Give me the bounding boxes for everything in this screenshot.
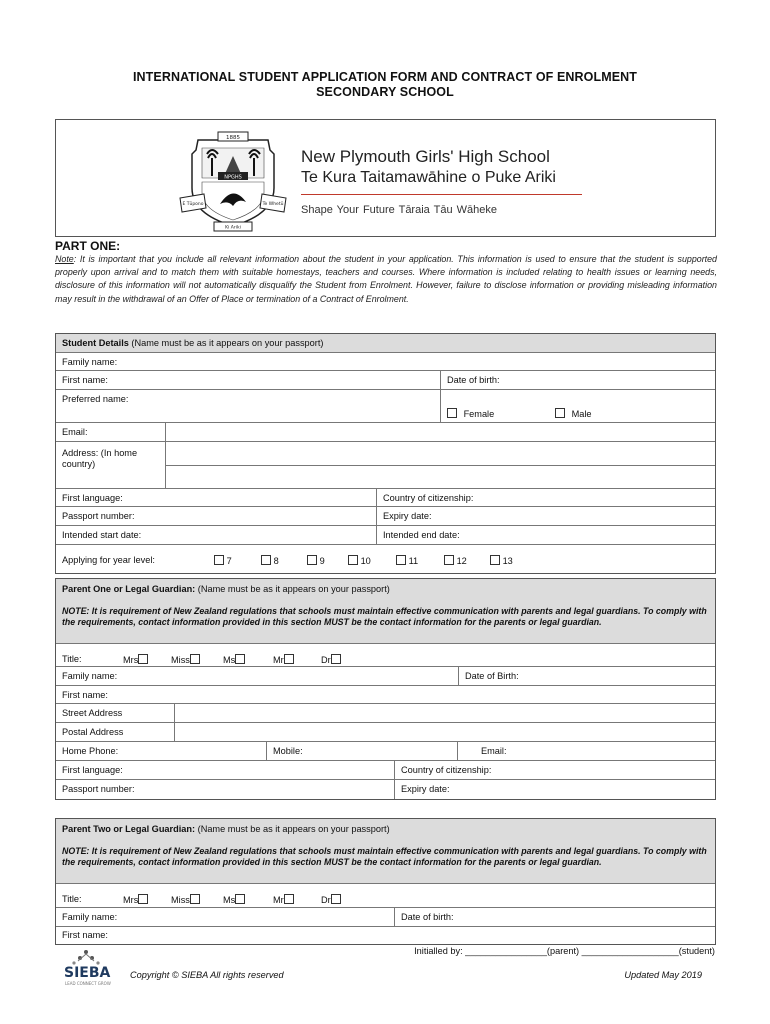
parent-one-section [55, 578, 716, 800]
male-label: Male [571, 409, 592, 419]
p1-ms-label: Ms [223, 655, 236, 665]
p1-mrs-checkbox[interactable] [138, 654, 148, 664]
student-family-name-label: Family name: [62, 357, 118, 367]
note-label: Note [55, 254, 74, 264]
student-family-name-field[interactable] [56, 353, 715, 371]
student-preferred-name-row [56, 390, 715, 423]
student-start-date-label: Intended start date: [62, 530, 142, 540]
p1-email-label: Email: [481, 746, 507, 756]
p2-dob-label: Date of birth: [401, 912, 454, 922]
updated-date: Updated May 2019 [624, 970, 702, 980]
part-one-note [55, 253, 717, 306]
p1-street-input[interactable] [174, 704, 715, 722]
p2-first-name-field[interactable] [56, 927, 715, 944]
p2-mr-checkbox[interactable] [284, 894, 294, 904]
p2-ms-label: Ms [223, 895, 236, 905]
p1-first-language-label: First language: [62, 765, 123, 775]
p1-passport-row [56, 780, 715, 799]
p1-mrs-label: Mrs [123, 655, 139, 665]
parent-two-header-note: (Name must be as it appears on your passport) [195, 824, 390, 834]
student-gender-cell [440, 390, 715, 422]
p2-ms-checkbox[interactable] [235, 894, 245, 904]
p1-email-field[interactable] [457, 742, 715, 760]
parent-two-note: NOTE: It is requirement of New Zealand regulations that schools must maintain effective communication with parents and legal guardians. To comply with the requirements, contact information provided in this section MUST be the contact information for the parents or legal guardian. [62, 846, 707, 867]
year-level-label: Applying for year level: [62, 555, 155, 565]
p1-street-label: Street Address [62, 708, 123, 718]
parent-two-header-title: Parent Two or Legal Guardian: [62, 824, 196, 834]
parent-two-title-label: Title: [62, 894, 82, 904]
parent-one-title-label: Title: [62, 654, 82, 664]
p2-miss-checkbox[interactable] [190, 894, 200, 904]
crest-shield-text: NPGHS [224, 174, 242, 181]
student-email-row [56, 423, 715, 442]
form-title [0, 70, 770, 100]
student-first-name-label: First name: [62, 375, 108, 385]
student-citizenship-label: Country of citizenship: [383, 493, 474, 503]
student-dob-label: Date of birth: [447, 375, 500, 385]
year-13-checkbox[interactable] [490, 555, 500, 565]
year-12-checkbox[interactable] [444, 555, 454, 565]
student-email-label: Email: [62, 427, 88, 437]
school-logo-box [55, 119, 716, 237]
p1-ms-checkbox[interactable] [235, 654, 245, 664]
student-address-input[interactable] [165, 442, 715, 488]
p1-dr-label: Dr [321, 655, 331, 665]
student-end-date-label: Intended end date: [383, 530, 460, 540]
student-preferred-name-label: Preferred name: [62, 394, 129, 404]
year-11-label: 11 [408, 556, 419, 566]
student-end-date-field[interactable] [376, 526, 715, 544]
p1-family-name-label: Family name: [62, 671, 118, 681]
year-9-label: 9 [319, 556, 325, 566]
student-address-row [56, 442, 715, 489]
p1-mobile-label: Mobile: [273, 746, 303, 756]
parent-two-name-row [56, 908, 715, 927]
form-title-line1: INTERNATIONAL STUDENT APPLICATION FORM AND CONTRACT OF ENROLMENT [132, 70, 638, 84]
school-crest-icon [178, 128, 288, 232]
year-9-checkbox[interactable] [307, 555, 317, 565]
p1-passport-label: Passport number: [62, 784, 135, 794]
p1-postal-label: Postal Address [62, 727, 124, 737]
year-10-checkbox[interactable] [348, 555, 358, 565]
sieba-tagline: LEAD CONNECT GROW [65, 981, 111, 986]
year-13-label: 13 [502, 556, 513, 566]
p1-first-name-field[interactable] [56, 686, 715, 704]
p1-expiry-label: Expiry date: [401, 784, 450, 794]
student-address-label: Address: (In home country) [62, 448, 138, 469]
note-text: : It is important that you include all relevant information about the student in your application. This information is used to ensure that the student is supported properly upon arrival and to match them with suitable homestays, teachers and courses. Where information is included relating to health issues or learning needs, disclosure of this information will not automatically disqualify the Student from Enrolment. However, failure to disclose information or providing misleading information may result in the withdrawal of an Offer of Place or termination of a Contract of Enrolment. [55, 254, 717, 304]
student-year-level-row [56, 545, 715, 573]
year-8-label: 8 [273, 556, 279, 566]
part-one-heading: PART ONE: [55, 239, 121, 253]
school-motto: Shape Your Future Tāraia Tāu Wāheke [301, 204, 497, 216]
p1-mr-checkbox[interactable] [284, 654, 294, 664]
p1-mr-label: Mr [273, 655, 284, 665]
parent-one-header-title: Parent One or Legal Guardian: [62, 584, 196, 594]
year-7-checkbox[interactable] [214, 555, 224, 565]
copyright-text: Copyright © SIEBA All rights reserved [130, 970, 284, 980]
p1-postal-row [56, 723, 715, 742]
p2-miss-label: Miss [171, 895, 190, 905]
school-maori-name: Te Kura Taitamawāhine o Puke Ariki [301, 169, 556, 186]
p1-dr-checkbox[interactable] [331, 654, 341, 664]
p1-dob-field[interactable] [458, 667, 715, 685]
year-12-label: 12 [456, 556, 467, 566]
p1-postal-input[interactable] [174, 723, 715, 741]
form-title-line2: SECONDARY SCHOOL [316, 85, 454, 99]
p1-street-row [56, 704, 715, 723]
parent-one-header [56, 579, 715, 644]
p1-dob-label: Date of Birth: [465, 671, 519, 681]
p2-dr-checkbox[interactable] [331, 894, 341, 904]
parent-one-note: NOTE: It is requirement of New Zealand regulations that schools must maintain effective communication with parents and legal guardians. To comply with the requirements, contact information provided in this section MUST be the contact information for the parents or legal guardian. [62, 606, 707, 627]
parent-one-title-row [56, 644, 715, 667]
crest-year-text: 1885 [226, 135, 240, 141]
student-dob-field[interactable] [440, 371, 715, 389]
student-passport-label: Passport number: [62, 511, 135, 521]
p1-citizenship-label: Country of citizenship: [401, 765, 492, 775]
p1-mobile-field[interactable] [266, 742, 457, 760]
student-expiry-label: Expiry date: [383, 511, 432, 521]
student-email-input[interactable] [165, 423, 715, 441]
student-first-language-label: First language: [62, 493, 123, 503]
parent-one-name-row [56, 667, 715, 686]
year-10-label: 10 [360, 556, 371, 566]
p1-citizenship-field[interactable] [394, 761, 715, 779]
male-checkbox[interactable] [555, 408, 565, 418]
p1-first-name-label: First name: [62, 690, 108, 700]
female-checkbox[interactable] [447, 408, 457, 418]
student-header-title: Student Details [62, 338, 129, 348]
student-header-note: (Name must be as it appears on your passport) [128, 338, 324, 348]
p2-dr-label: Dr [321, 895, 331, 905]
sieba-wordmark: SIEBA [64, 965, 111, 981]
student-dates-row [56, 526, 715, 545]
year-7-label: 7 [226, 556, 232, 566]
student-expiry-field[interactable] [376, 507, 715, 525]
accent-divider [301, 194, 582, 195]
crest-right-scroll-text: Te Whetū [262, 202, 284, 207]
p2-family-name-label: Family name: [62, 912, 118, 922]
p1-language-row [56, 761, 715, 780]
student-passport-row [56, 507, 715, 526]
parent-two-section [55, 818, 716, 945]
p1-home-phone-label: Home Phone: [62, 746, 119, 756]
crest-bottom-scroll-text: Ki Ariki [225, 225, 241, 231]
p2-dob-field[interactable] [394, 908, 715, 926]
p1-phone-row [56, 742, 715, 761]
p2-first-name-label: First name: [62, 930, 108, 940]
year-8-checkbox[interactable] [261, 555, 271, 565]
p1-miss-checkbox[interactable] [190, 654, 200, 664]
student-language-row [56, 489, 715, 507]
crest-left-scroll-text: E Tūpono [182, 202, 204, 207]
p1-miss-label: Miss [171, 655, 190, 665]
sieba-logo-icon [62, 947, 122, 987]
p1-expiry-field[interactable] [394, 780, 715, 799]
parent-two-header [56, 819, 715, 884]
student-citizenship-field[interactable] [376, 489, 715, 506]
student-details-header [56, 334, 715, 353]
p2-mrs-label: Mrs [123, 895, 139, 905]
p2-mr-label: Mr [273, 895, 284, 905]
parent-one-header-note: (Name must be as it appears on your passport) [195, 584, 390, 594]
female-label: Female [463, 409, 495, 419]
initialled-by-line: Initialled by: ________________(parent) ___________________(student) [414, 946, 715, 956]
school-name: New Plymouth Girls' High School [301, 147, 550, 166]
year-11-checkbox[interactable] [396, 555, 406, 565]
parent-two-title-row [56, 884, 715, 908]
student-name-row [56, 371, 715, 390]
p2-mrs-checkbox[interactable] [138, 894, 148, 904]
student-details-section [55, 333, 716, 574]
